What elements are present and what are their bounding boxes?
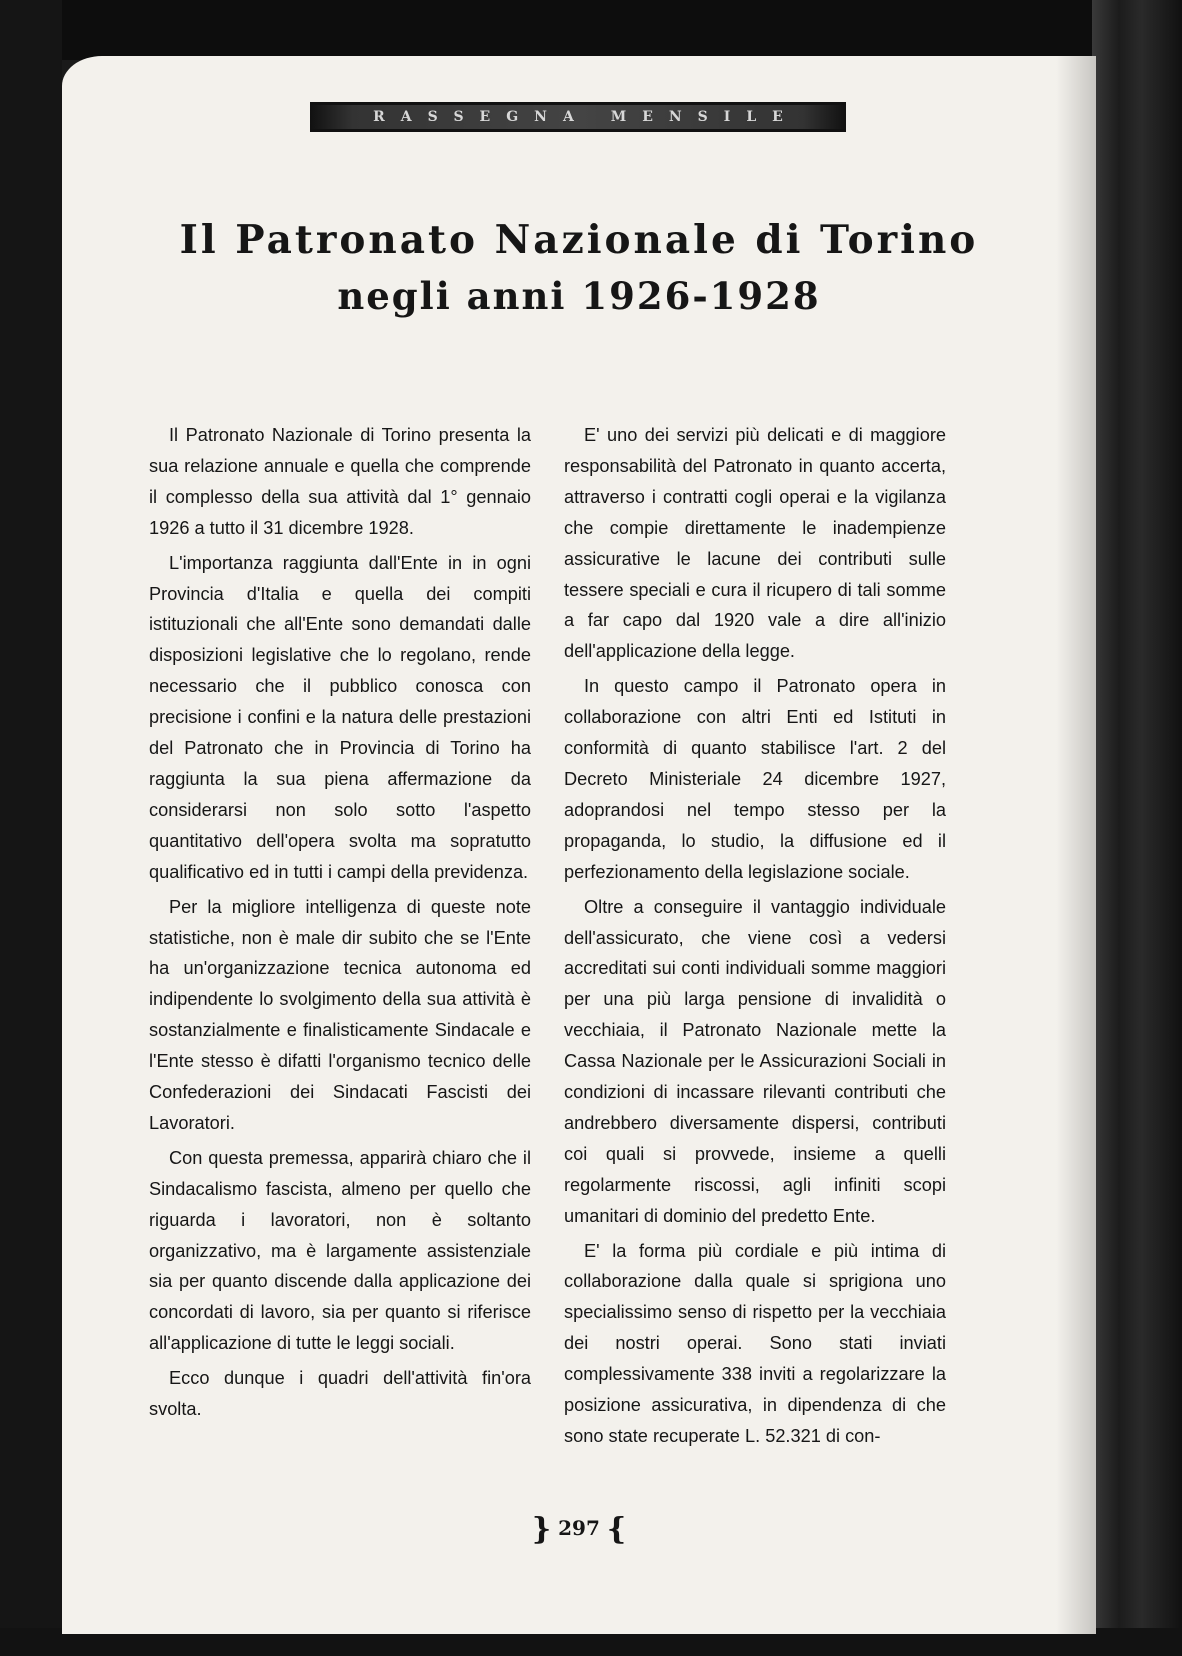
paragraph: Oltre a conseguire il vantaggio individuale dell'assicurato, che viene così a vedersi accreditati sui conti individuali somme maggiori per una più larga pensione di invalidità o vecchiaia, il Patronato Nazionale mette la Cassa Nazionale per le Assicurazioni Sociali in condizioni di incassare rilevanti contributi che andrebbero diversamente dispersi, contributi coi quali si provvede, insieme a quelli regolarmente riscossi, agli infiniti scopi umanitari di dominio del predetto Ente. xyxy=(564,896,946,1226)
right-text-column xyxy=(564,420,946,1456)
page-number: 297 xyxy=(558,1516,600,1540)
paragraph: Per la migliore intelligenza di queste note statistiche, non è male dir subito che se l'Ente ha un'organizzazione tecnica autonoma ed indipendente lo svolgimento della sua attività è sostanzialmente e finalisticamente Sindacale e l'Ente stesso è difatti l'organismo tecnico delle Confederazioni dei Sindacati Fascisti dei Lavoratori. xyxy=(149,896,531,1133)
paragraph: E' la forma più cordiale e più intima di collaborazione dalla quale si sprigiona uno specialissimo senso di rispetto per la vecchiaia dei nostri operai. Sono stati inviati complessivamente 338 inviti a regolarizzare la posizione assicurativa, in dipendenza di che sono state recuperate L. 52.321 di con- xyxy=(564,1240,946,1446)
paragraph: In questo campo il Patronato opera in collaborazione con altri Enti ed Istituti in conformità di quanto stabilisce l'art. 2 del Decreto Ministeriale 24 dicembre 1927, adoprandosi nel tempo stesso per la propaganda, lo studio, la diffusione ed il perfezionamento della legislazione sociale. xyxy=(564,676,946,882)
right-brace-ornament: { xyxy=(606,1512,627,1547)
paragraph: Con questa premessa, apparirà chiaro che il Sindacalismo fascista, almeno per quello che riguarda i lavoratori, non è soltanto organizzativo, ma è largamente assistenziale sia per quanto discende dalla applicazione dei concordati di lavoro, sia per quanto si riferisce all'applicazione di tutte le leggi sociali. xyxy=(149,1147,531,1354)
page-number-block xyxy=(62,1512,1096,1547)
title-line-2: negli anni 1926-1928 xyxy=(337,274,821,318)
left-text-column xyxy=(149,420,531,1429)
article-title xyxy=(62,214,1096,326)
scan-border-right xyxy=(1092,0,1182,1656)
left-brace-ornament: } xyxy=(531,1512,552,1547)
scan-border-left xyxy=(0,0,62,1656)
paragraph: E' uno dei servizi più delicati e di maggiore responsabilità del Patronato in quanto accerta, attraverso i contratti cogli operai e la vigilanza che compie direttamente le inadempienze assicurative le lacune dei contributi sulle tessere speciali e cura il ricupero di tali somme a far capo dal 1920 vale a dire all'inizio dell'applicazione della legge. xyxy=(564,425,946,662)
running-header-band xyxy=(310,102,846,132)
title-line-1: Il Patronato Nazionale di Torino xyxy=(179,217,979,263)
document-page xyxy=(62,56,1096,1634)
paragraph: L'importanza raggiunta dall'Ente in in ogni Provincia d'Italia e quella dei compiti istituzionali che all'Ente sono demandati dalle disposizioni legislative che lo regolano, rende necessario che il pubblico conosca con precisione i confini e la natura delle prestazioni del Patronato che in Provincia di Torino ha raggiunta la sua piena affermazione da considerarsi non solo sotto l'aspetto quantitativo dell'opera svolta ma sopratutto qualificativo ed in tutti i campi della previdenza. xyxy=(149,552,531,882)
running-header-text: RASSEGNA MENSILE xyxy=(373,109,799,125)
paragraph: Ecco dunque i quadri dell'attività fin'ora svolta. xyxy=(149,1368,531,1420)
scan-border-top xyxy=(0,0,1182,60)
paragraph: Il Patronato Nazionale di Torino presenta la sua relazione annuale e quella che comprende il complesso della sua attività dal 1° gennaio 1926 a tutto il 31 dicembre 1928. xyxy=(149,425,531,538)
